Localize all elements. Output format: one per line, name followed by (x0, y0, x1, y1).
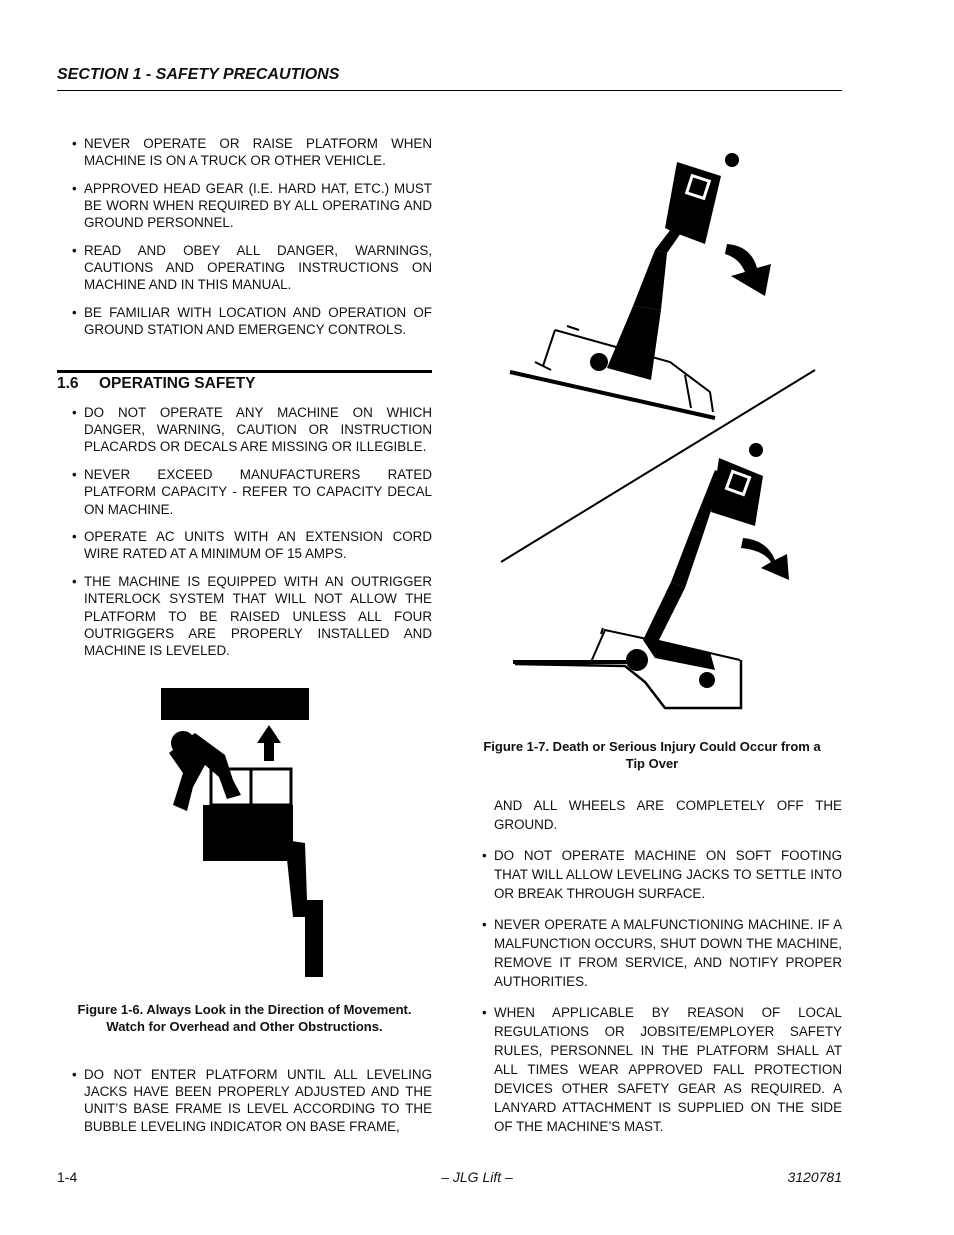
bullet-dot: • (72, 180, 77, 196)
section-number: 1.6 (57, 375, 79, 392)
bullet-list-section (72, 404, 432, 659)
bullet-dot: • (72, 1067, 77, 1082)
outrigger-top-right (685, 375, 691, 408)
bullet-dot: • (72, 574, 77, 590)
bullet-dot: • (72, 467, 77, 483)
platform-top (665, 162, 721, 244)
figure-1-7-caption: Figure 1-7. Death or Serious Injury Could Occur from a Tip Over (483, 739, 821, 771)
left-column-top (72, 135, 432, 349)
footer-center: – JLG Lift – (441, 1169, 513, 1185)
slope-ground (510, 372, 715, 418)
left-column-bottom (72, 1066, 432, 1145)
left-column-section (72, 404, 432, 670)
bullet-dot: • (482, 917, 487, 932)
list-item: • DO NOT ENTER PLATFORM UNTIL ALL LEVELING JACKS HAVE BEEN PROPERLY ADJUSTED AND THE UNIT’S BASE FRAME IS LEVEL ACCORDING TO THE BUBBLE LEVELING INDICATOR ON BASE FRAME, (72, 1067, 432, 1134)
list-item: • BE FAMILIAR WITH LOCATION AND OPERATION OF GROUND STATION AND EMERGENCY CONTROLS. (72, 305, 432, 338)
section-rule (57, 370, 432, 373)
bullet-list-bottom (72, 1066, 432, 1135)
outrigger-top-left (543, 330, 555, 366)
boom (285, 840, 323, 977)
worker-head-bottom (749, 443, 763, 457)
bullet-dot: • (72, 529, 77, 545)
list-item: • THE MACHINE IS EQUIPPED WITH AN OUTRIGGER INTERLOCK SYSTEM THAT WILL NOT ALLOW THE PLATFORM TO BE RAISED UNLESS ALL FOUR OUTRIGGERS ARE PROPERLY INSTALLED AND MACHINE IS LEVELED. (72, 574, 432, 658)
bullet-dot: • (482, 1005, 487, 1020)
section-heading (57, 375, 255, 393)
bullet-dot: • (72, 305, 77, 321)
wheel-bottom-right (699, 672, 715, 688)
bullet-dot: • (72, 136, 77, 151)
up-arrow-icon (257, 725, 281, 761)
document-number: 3120781 (787, 1169, 842, 1185)
overhead-obstruction (161, 688, 309, 720)
continuation-text: AND ALL WHEELS ARE COMPLETELY OFF THE GROUND. (494, 798, 842, 832)
turntable-bottom (643, 582, 715, 670)
list-item: • DO NOT OPERATE MACHINE ON SOFT FOOTING THAT WILL ALLOW LEVELING JACKS TO SETTLE INTO OR BREAK THROUGH SURFACE. (482, 848, 842, 901)
list-item: • WHEN APPLICABLE BY REASON OF LOCAL REGULATIONS OR JOBSITE/EMPLOYER SAFETY RULES, PERSONNEL IN THE PLATFORM SHALL AT ALL TIMES WEAR APPROVED FALL PROTECTION DEVICES OTHER SAFETY GEAR AS REQUIRED. A LANYARD ATTACHMENT IS SUPPLIED ON THE SIDE OF THE MACHINE’S MAST. (482, 1005, 842, 1134)
bullet-dot: • (72, 405, 77, 420)
figure-1-6-illustration (155, 685, 330, 980)
worker-body (169, 733, 241, 811)
boom-top (633, 250, 667, 310)
right-column (482, 796, 842, 1147)
tip-arrow-top-icon (725, 244, 771, 296)
wheel-top (590, 353, 608, 371)
bullet-dot: • (72, 243, 77, 259)
outrigger-top-cap (567, 326, 579, 330)
page-number: 1-4 (57, 1169, 78, 1185)
boom-edge (297, 917, 303, 977)
list-item: • READ AND OBEY ALL DANGER, WARNINGS, CAUTIONS AND OPERATING INSTRUCTIONS ON MACHINE AND IN THIS MANUAL. (72, 243, 432, 293)
wheel-bottom-left (626, 649, 648, 671)
bullet-dot: • (482, 848, 487, 863)
list-item: • NEVER EXCEED MANUFACTURERS RATED PLATFORM CAPACITY - REFER TO CAPACITY DECAL ON MACHINE. (72, 467, 432, 517)
bullet-list-right (482, 846, 842, 1136)
list-item: • OPERATE AC UNITS WITH AN EXTENSION CORD WIRE RATED AT A MINIMUM OF 15 AMPS. (72, 529, 432, 562)
list-item: • APPROVED HEAD GEAR (I.E. HARD HAT, ETC.) MUST BE WORN WHEN REQUIRED BY ALL OPERATING AND GROUND PERSONNEL. (72, 180, 432, 231)
figure-divider (501, 370, 815, 562)
boom-bottom (671, 530, 703, 588)
bullet-list-top (72, 135, 432, 339)
worker-head-top (725, 153, 739, 167)
figure-1-6-caption: Figure 1-6. Always Look in the Direction of Movement. Watch for Overhead and Other Obstructions. (77, 1002, 412, 1034)
section-title: OPERATING SAFETY (99, 375, 256, 392)
turntable-top (607, 306, 661, 380)
header-rule (57, 90, 842, 91)
section-header: SECTION 1 - SAFETY PRECAUTIONS (57, 66, 340, 83)
list-item: • NEVER OPERATE A MALFUNCTIONING MACHINE. IF A MALFUNCTION OCCURS, SHUT DOWN THE MACHINE, REMOVE IT FROM SERVICE, AND NOTIFY PROPER AUTHORITIES. (482, 917, 842, 989)
tip-arrow-bottom-icon (741, 538, 789, 580)
figure-1-7-illustration (495, 140, 835, 720)
list-item: • DO NOT OPERATE ANY MACHINE ON WHICH DANGER, WARNING, CAUTION OR INSTRUCTION PLACARDS OR DECALS ARE MISSING OR ILLEGIBLE. (72, 405, 432, 455)
list-item: • NEVER OPERATE OR RAISE PLATFORM WHEN MACHINE IS ON A TRUCK OR OTHER VEHICLE. (72, 136, 432, 169)
platform-basket (203, 805, 293, 861)
